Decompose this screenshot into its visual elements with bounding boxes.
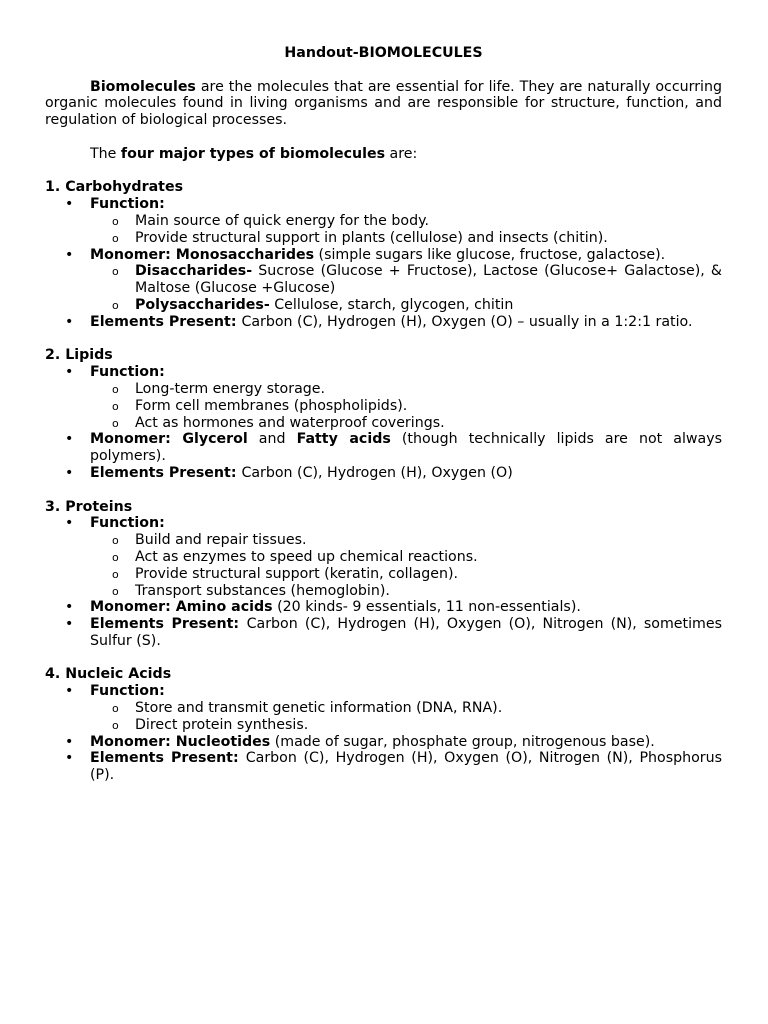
intro-term: Biomolecules [90,78,196,95]
document-content [45,45,722,801]
sub-list-item: o Act as enzymes to speed up chemical reactions. [135,549,722,566]
elements-label: Elements Present: [90,750,246,767]
list-item-function [90,364,722,431]
intro-paragraph [45,79,722,129]
intro-text: are the molecules that are essential for life. They are naturally occurring organic molecules found in living organisms and are responsible for structure, function, and regulation of biological processes. [45,78,722,129]
sub-list-item: o Transport substances (hemoglobin). [135,583,722,600]
types-intro-pre: The [90,145,121,162]
sub-list-item: o Store and transmit genetic information (DNA, RNA). [135,700,722,717]
monomer-detail: (made of sugar, phosphate group, nitrogenous base). [270,733,655,750]
sub-list [90,381,722,431]
function-label: Function: [90,196,165,213]
list-item-elements [90,616,722,650]
list-item-elements [90,314,722,331]
sub-list-item: o Direct protein synthesis. [135,717,722,734]
monomer-name: Amino acids [175,599,273,616]
list-item-monomer [90,734,722,751]
sub-item-term: Polysaccharides- [135,296,270,313]
function-label: Function: [90,683,165,700]
list-item-elements [90,465,722,482]
list-item-monomer [90,247,722,314]
sub-list-item: o Main source of quick energy for the body. [135,213,722,230]
section-nucleic-acids [45,666,722,784]
elements-text: Carbon (C), Hydrogen (H), Oxygen (O), Nitrogen (N), sometimes Sulfur (S). [90,616,722,649]
section-proteins [45,499,722,650]
section-lipids [45,347,722,481]
monomer-detail: (simple sugars like glucose, fructose, galactose). [314,246,666,263]
section-heading: 4. Nucleic Acids [45,666,172,683]
bullet-list [45,515,722,649]
sub-list-item [135,263,722,297]
section-heading: 1. Carbohydrates [45,179,184,196]
monomer-name: Monosaccharides [175,246,315,263]
section-heading: 3. Proteins [45,498,133,515]
types-intro [45,146,722,163]
sub-list-item: o Provide structural support (keratin, collagen). [135,566,722,583]
monomer-name: Glycerol [182,431,248,448]
sub-list [90,263,722,313]
bullet-list [45,683,722,784]
monomer-name: Nucleotides [175,733,271,750]
elements-text: Carbon (C), Hydrogen (H), Oxygen (O) – usually in a 1:2:1 ratio. [241,313,693,330]
monomer-label: Monomer: [90,431,183,448]
monomer-label: Monomer: [90,599,176,616]
sub-item-text: Sucrose (Glucose + Fructose), Lactose (Glucose+ Galactose), & Maltose (Glucose +Glucose) [135,263,722,297]
list-item-function [90,196,722,246]
types-intro-bold: four major types of biomolecules [120,145,386,162]
sub-list [90,532,722,599]
monomer-label: Monomer: [90,246,176,263]
elements-label: Elements Present: [90,616,247,633]
elements-text: Carbon (C), Hydrogen (H), Oxygen (O) [241,464,513,481]
document-title: Handout-BIOMOLECULES [284,45,483,61]
sub-item-text: Cellulose, starch, glycogen, chitin [269,296,514,313]
sub-list [90,213,722,247]
list-item-monomer [90,599,722,616]
elements-label: Elements Present: [90,464,242,481]
sub-list-item: o Long-term energy storage. [135,381,722,398]
sub-list-item: o Act as hormones and waterproof coverings. [135,415,722,432]
sub-list-item: o Form cell membranes (phospholipids). [135,398,722,415]
section-heading: 2. Lipids [45,347,113,364]
sub-list-item: o Build and repair tissues. [135,532,722,549]
monomer-name: Fatty acids [296,431,391,448]
monomer-detail: (20 kinds- 9 essentials, 11 non-essentials). [272,599,581,616]
types-intro-post: are: [385,145,418,162]
list-item-function [90,515,722,599]
list-item-function [90,683,722,733]
monomer-detail: (though technically lipids are not always polymers). [90,431,722,465]
section-carbohydrates [45,179,722,330]
function-label: Function: [90,364,165,381]
list-item-monomer [90,431,722,465]
sub-list-item: o Provide structural support in plants (cellulose) and insects (chitin). [135,230,722,247]
bullet-list [45,364,722,482]
elements-text: Carbon (C), Hydrogen (H), Oxygen (O), Nitrogen (N), Phosphorus (P). [90,750,722,784]
sub-item-term: Disaccharides- [135,263,253,280]
monomer-connector: and [247,431,297,448]
sub-list [90,700,722,734]
function-label: Function: [90,515,165,532]
monomer-label: Monomer: [90,733,176,750]
elements-label: Elements Present: [90,313,242,330]
sub-list-item [135,297,722,314]
list-item-elements [90,750,722,784]
bullet-list [45,196,722,330]
